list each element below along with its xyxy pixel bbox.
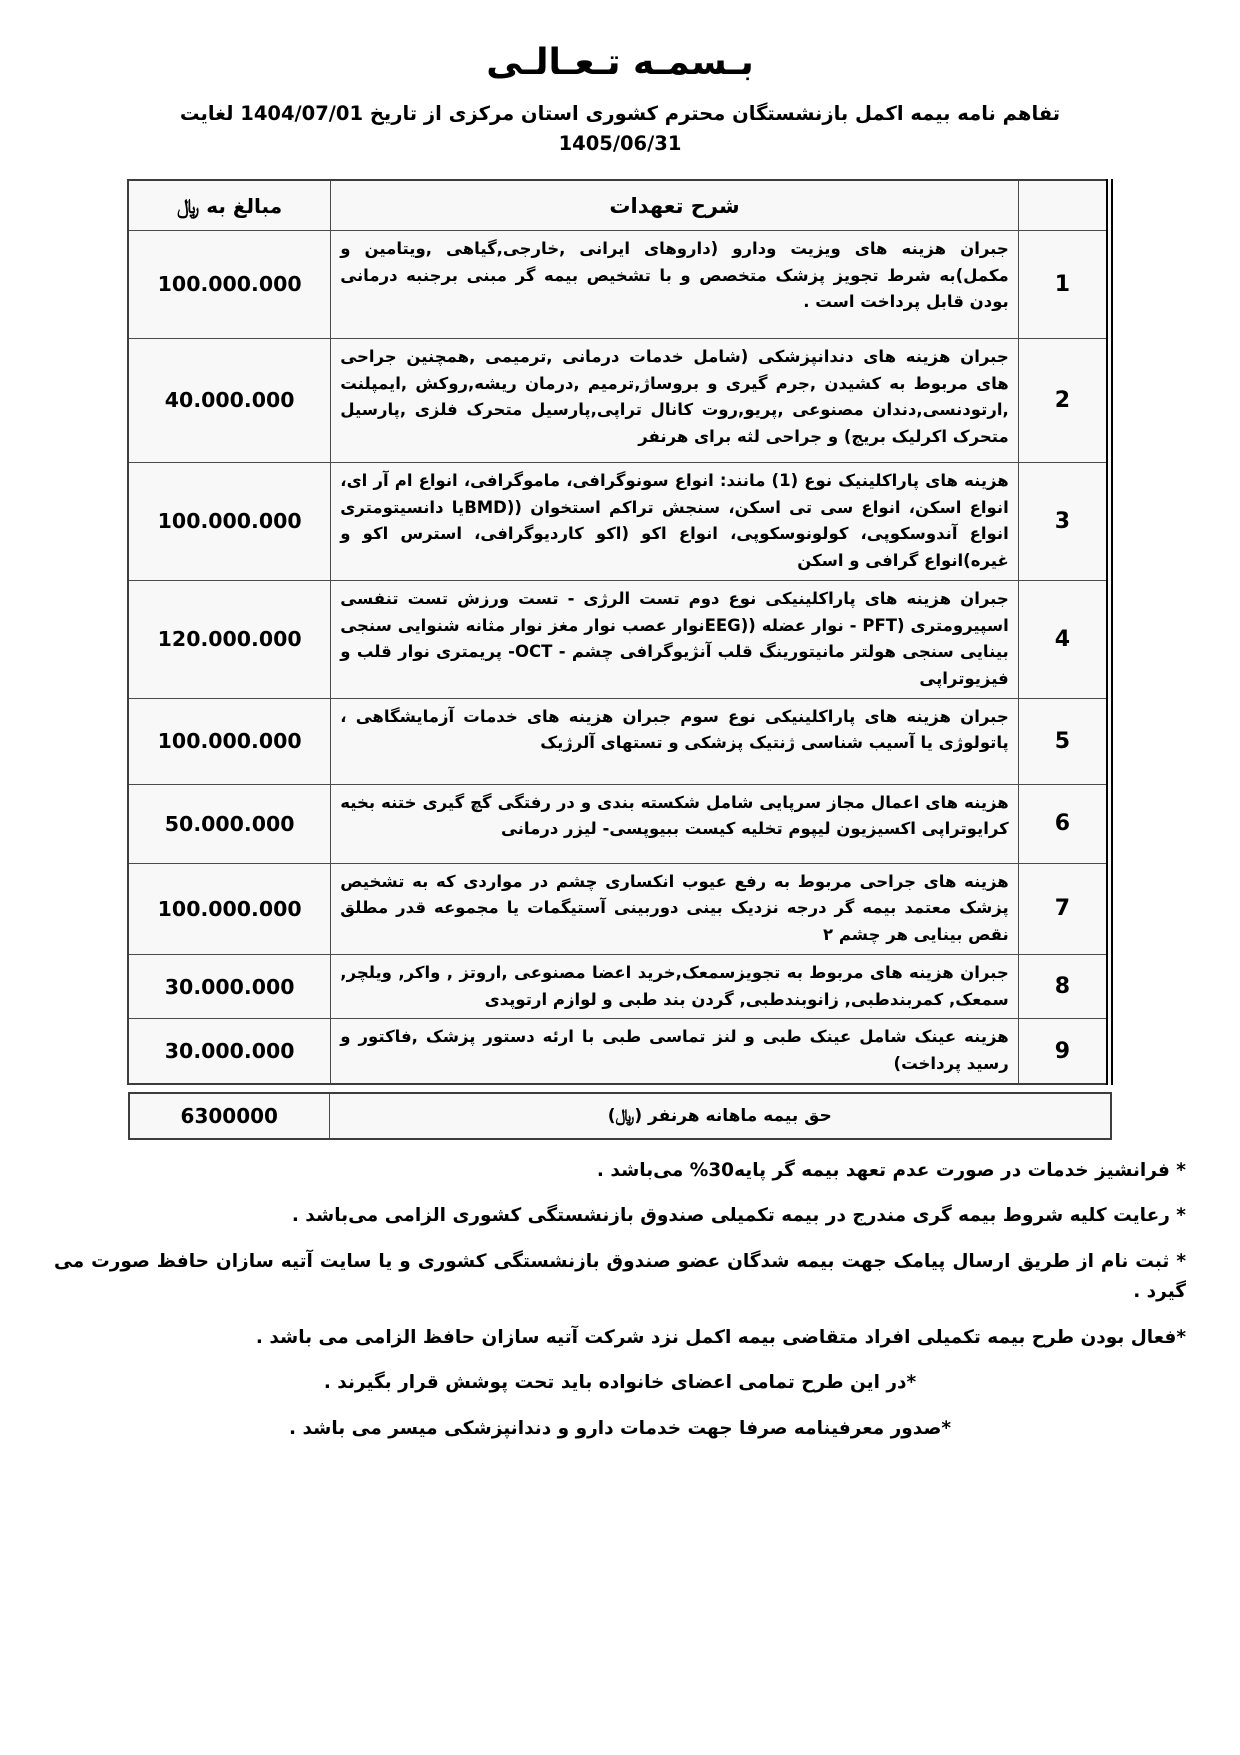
row-number: 2 bbox=[1018, 338, 1109, 462]
footnote-conditions: * رعایت کلیه شروط بیمه گری مندرج در بیمه تکمیلی صندوق بازنشستگی کشوری الزامی می‌باشد . bbox=[291, 1205, 1186, 1227]
row-number: 1 bbox=[1018, 230, 1109, 338]
row-amount: 50.000.000 bbox=[128, 784, 331, 863]
row-description: هزینه های جراحی مربوط به رفع عیوب انکساری چشم در مواردی که به تشخیص پزشک معتمد بیمه گر درجه نزدیک بینی دوربینی آستیگمات یا مجموعه قدر مطلق نقص بینایی هر چشم ۲ bbox=[331, 863, 1018, 954]
header-number bbox=[1018, 180, 1109, 230]
obligations-table-wrap bbox=[127, 179, 1113, 1139]
row-number: 7 bbox=[1018, 863, 1109, 954]
premium-row bbox=[129, 1093, 1111, 1139]
subtitle-line-1: تفاهم نامه بیمه اکمل بازنشستگان محترم کشوری استان مرکزی از تاریخ 1404/07/01 لغایت bbox=[179, 102, 1061, 125]
row-description: هزینه های اعمال مجاز سرپایی شامل شکسته بندی و در رفتگی گچ گیری ختنه بخیه کرایوتراپی اکسیزیون لیپوم تخلیه کیست ببیوپسی- لیزر درمانی bbox=[331, 784, 1018, 863]
row-description: جبران هزینه های ویزیت ودارو (داروهای ایرانی ,خارجی,گیاهی ,ویتامین و مکمل)به شرط تجویز پزشک متخصص و با تشخیص بیمه گر مبنی برجنبه درمانی بودن قابل پرداخت است . bbox=[331, 230, 1018, 338]
row-description: هزینه عینک شامل عینک طبی و لنز تماسی طبی با ارئه دستور پزشک ,فاکتور و رسید پرداخت) bbox=[331, 1019, 1018, 1084]
row-description: جبران هزینه های پاراکلینیکی نوع دوم تست الرژی - تست ورزش تست تنفسی اسپیرومتری (PFT - نوار عضله ((EEGنوار عصب نوار مغز نوار مثانه شنوایی سنجی بینایی سنجی هولتر مانیتورینگ قلب آنژیوگرافی چشم - OCT- پریمتری نوار قلب و فیزیوتراپی bbox=[331, 580, 1018, 698]
table-row bbox=[128, 863, 1110, 954]
table-row bbox=[128, 698, 1110, 784]
table-row bbox=[128, 338, 1110, 462]
row-amount: 30.000.000 bbox=[128, 954, 331, 1018]
row-number: 6 bbox=[1018, 784, 1109, 863]
row-description: جبران هزینه های مربوط به تجویزسمعک,خرید اعضا مصنوعی ,اروتز , واکر, ویلچر, سمعک, کمربندطبی, زانوبندطبی, گردن بند طبی و لوازم ارتوپدی bbox=[331, 954, 1018, 1018]
row-number: 3 bbox=[1018, 462, 1109, 580]
row-amount: 100.000.000 bbox=[128, 230, 331, 338]
table-row bbox=[128, 784, 1110, 863]
subtitle-line-2: 1405/06/31 bbox=[558, 132, 682, 156]
footnotes bbox=[54, 1156, 1186, 1445]
row-amount: 120.000.000 bbox=[128, 580, 331, 698]
premium-row-table bbox=[128, 1092, 1112, 1140]
table-row bbox=[128, 580, 1110, 698]
premium-amount: 6300000 bbox=[129, 1093, 329, 1139]
row-amount: 100.000.000 bbox=[128, 698, 331, 784]
table-header-row bbox=[128, 180, 1110, 230]
row-number: 4 bbox=[1018, 580, 1109, 698]
footnote-franchise: * فرانشیز خدمات در صورت عدم تعهد بیمه گر پایه30% می‌باشد . bbox=[596, 1159, 1186, 1181]
row-description: جبران هزینه های دندانپزشکی (شامل خدمات درمانی ,ترمیمی ,همچنین جراحی های مربوط به کشیدن ,جرم گیری و بروساژ,ترمیم ,درمان ریشه,روکش ,ایمپلنت ,ارتودنسی,دندان مصنوعی ,پریو,روت کانال تراپی,پارسیل متحرک فلزی ,پارسیل متحرک اکرلیک بریج) و جراحی لثه برای هرنفر bbox=[331, 338, 1018, 462]
row-number: 5 bbox=[1018, 698, 1109, 784]
footnote-referral: *صدور معرفینامه صرفا جهت خدمات دارو و دندانپزشکی میسر می باشد . bbox=[289, 1417, 951, 1439]
premium-label: حق بیمه ماهانه هرنفر (﷼) bbox=[329, 1093, 1111, 1139]
page-title: بـسمـه تـعـالـی bbox=[486, 42, 754, 83]
row-amount: 30.000.000 bbox=[128, 1019, 331, 1084]
footnote-family-cover: *در این طرح تمامی اعضای خانواده باید تحت پوشش قرار بگیرند . bbox=[323, 1372, 917, 1394]
header-description: شرح تعهدات bbox=[331, 180, 1018, 230]
row-description: جبران هزینه های پاراکلینیکی نوع سوم جبران هزینه های خدمات آزمایشگاهی ، پاتولوژی یا آسیب شناسی ژنتیک پزشکی و تستهای آلرژیک bbox=[331, 698, 1018, 784]
row-amount: 40.000.000 bbox=[128, 338, 331, 462]
table-row bbox=[128, 954, 1110, 1018]
row-number: 9 bbox=[1018, 1019, 1109, 1084]
table-row bbox=[128, 230, 1110, 338]
obligations-table bbox=[127, 179, 1113, 1084]
row-amount: 100.000.000 bbox=[128, 863, 331, 954]
row-description: هزینه های پاراکلینیک نوع (1) مانند: انواع سونوگرافی، ماموگرافی، انواع ام آر ای، انواع اسکن، انواع سی تی اسکن، سنجش تراکم استخوان ((BMDیا دانسیتومتری انواع آندوسکوپی، کولونوسکوپی، انواع اکو (اکو کاردیوگرافی، استرس اکو و غیره)انواع گرافی و اسکن bbox=[331, 462, 1018, 580]
page-subtitle bbox=[0, 99, 1240, 159]
footnote-registration: * ثبت نام از طریق ارسال پیامک جهت بیمه شدگان عضو صندوق بازنشستگی کشوری و یا سایت آتیه سازان حافظ صورت می گیرد . bbox=[54, 1250, 1186, 1303]
row-amount: 100.000.000 bbox=[128, 462, 331, 580]
footnote-active-plan: *فعال بودن طرح بیمه تکمیلی افراد متقاضی بیمه اکمل نزد شرکت آتیه سازان حافظ الزامی می باشد . bbox=[255, 1326, 1186, 1348]
header-amount: مبالغ به ﷼ bbox=[128, 180, 331, 230]
row-number: 8 bbox=[1018, 954, 1109, 1018]
table-row bbox=[128, 1019, 1110, 1084]
table-row bbox=[128, 462, 1110, 580]
